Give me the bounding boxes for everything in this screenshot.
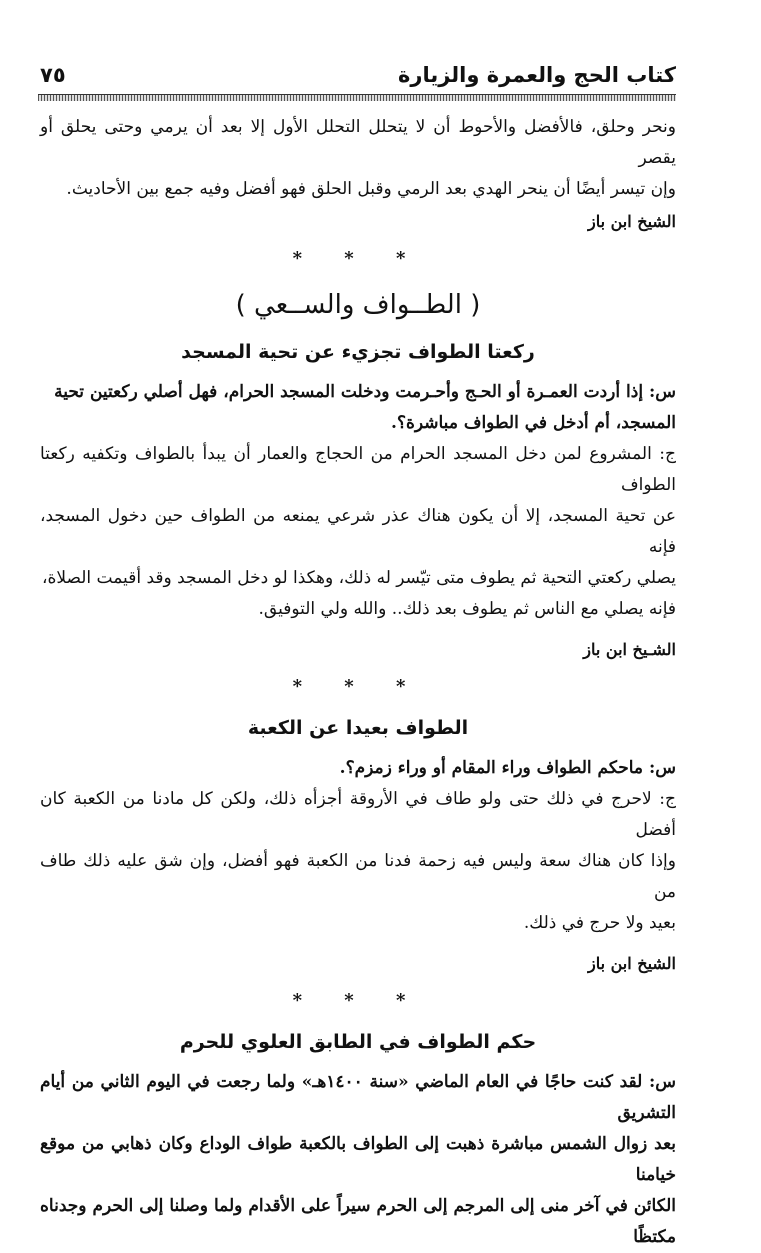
sheikh-attribution: الشيخ ابن باز [587, 212, 676, 231]
book-title: كتاب الحج والعمرة والزيارة [397, 63, 676, 87]
answer-block [40, 784, 676, 939]
section-separator: * * * [292, 990, 424, 1011]
question-heading: حكم الطواف في الطابق العلوي للحرم [179, 1031, 537, 1053]
section-title: ( الطــواف والســعي ) [235, 290, 481, 320]
page-number: ٧٥ [40, 63, 66, 87]
sheikh-attribution: الشيخ ابن باز [587, 954, 676, 973]
answer-line: يصلي ركعتي التحية ثم يطوف متى تيّسر له ذلك، وهكذا لو دخل المسجد وقد أقيمت الصلاة، [41, 568, 676, 588]
text-line: ونحر وحلق، فالأفضل والأحوط أن لا يتحلل التحلل الأول إلا بعد أن يرمي وحتى يحلق أو يقصر [40, 117, 676, 168]
page-header [40, 58, 676, 92]
answer-line: ج: المشروع لمن دخل المسجد الحرام من الحجاج والعمار أن يبدأ بالطواف وتكفيه ركعتا الطواف [40, 444, 676, 495]
question-line: المسجد، أم أدخل في الطواف مباشرة؟. [391, 413, 676, 433]
question-block [40, 753, 676, 784]
answer-line: فإنه يصلي مع الناس ثم يطوف بعد ذلك.. والله ولي التوفيق. [258, 599, 676, 619]
section-separator: * * * [292, 676, 424, 697]
question-line: الكائن في آخر منى إلى المرجم إلى الحرم سيراً على الأقدام ولما وصلنا إلى الحرم وجدناه مكتظًا [40, 1196, 676, 1247]
question-heading: الطواف بعيدا عن الكعبة [247, 717, 469, 739]
answer-line: وإذا كان هناك سعة وليس فيه زحمة فدنا من الكعبة فهو أفضل، وإن شق عليه ذلك طاف من [40, 851, 676, 902]
question-line: س: إذا أردت العمـرة أو الحـج وأحـرمت ودخلت المسجد الحرام، فهل أصلي ركعتين تحية [54, 382, 676, 402]
sheikh-attribution: الشـيخ ابن باز [583, 640, 676, 659]
question-line: س: لقد كنت حاجًا في العام الماضي «سنة ١٤٠٠هـ» ولما رجعت في اليوم الثاني من أيام التشريق [40, 1072, 676, 1123]
answer-block [40, 439, 676, 625]
question-block [40, 377, 676, 439]
question-heading: ركعتا الطواف تجزيء عن تحية المسجد [181, 341, 535, 363]
question-line: س: ماحكم الطواف وراء المقام أو وراء زمزم؟. [339, 758, 676, 778]
answer-line: بعيد ولا حرج في ذلك. [523, 913, 676, 933]
section-separator: * * * [292, 248, 424, 269]
header-divider [38, 94, 676, 101]
text-line: وإن تيسر أيضًا أن ينحر الهدي بعد الرمي وقبل الحلق فهو أفضل وفيه جمع بين الأحاديث. [66, 179, 676, 199]
page-content [40, 112, 676, 1253]
question-line: بعد زوال الشمس مباشرة ذهبت إلى الطواف بالكعبة طواف الوداع وكان ذهابي من موقع خيامنا [40, 1134, 676, 1185]
question-block [40, 1067, 676, 1253]
answer-line: عن تحية المسجد، إلا أن يكون هناك عذر شرعي يمنعه من الطواف حين دخول المسجد، فإنه [40, 506, 676, 557]
intro-paragraph [40, 112, 676, 205]
answer-line: ج: لاحرج في ذلك حتى ولو طاف في الأروقة أجزأه ذلك، ولكن كل مادنا من الكعبة كان أفضل [40, 789, 676, 840]
